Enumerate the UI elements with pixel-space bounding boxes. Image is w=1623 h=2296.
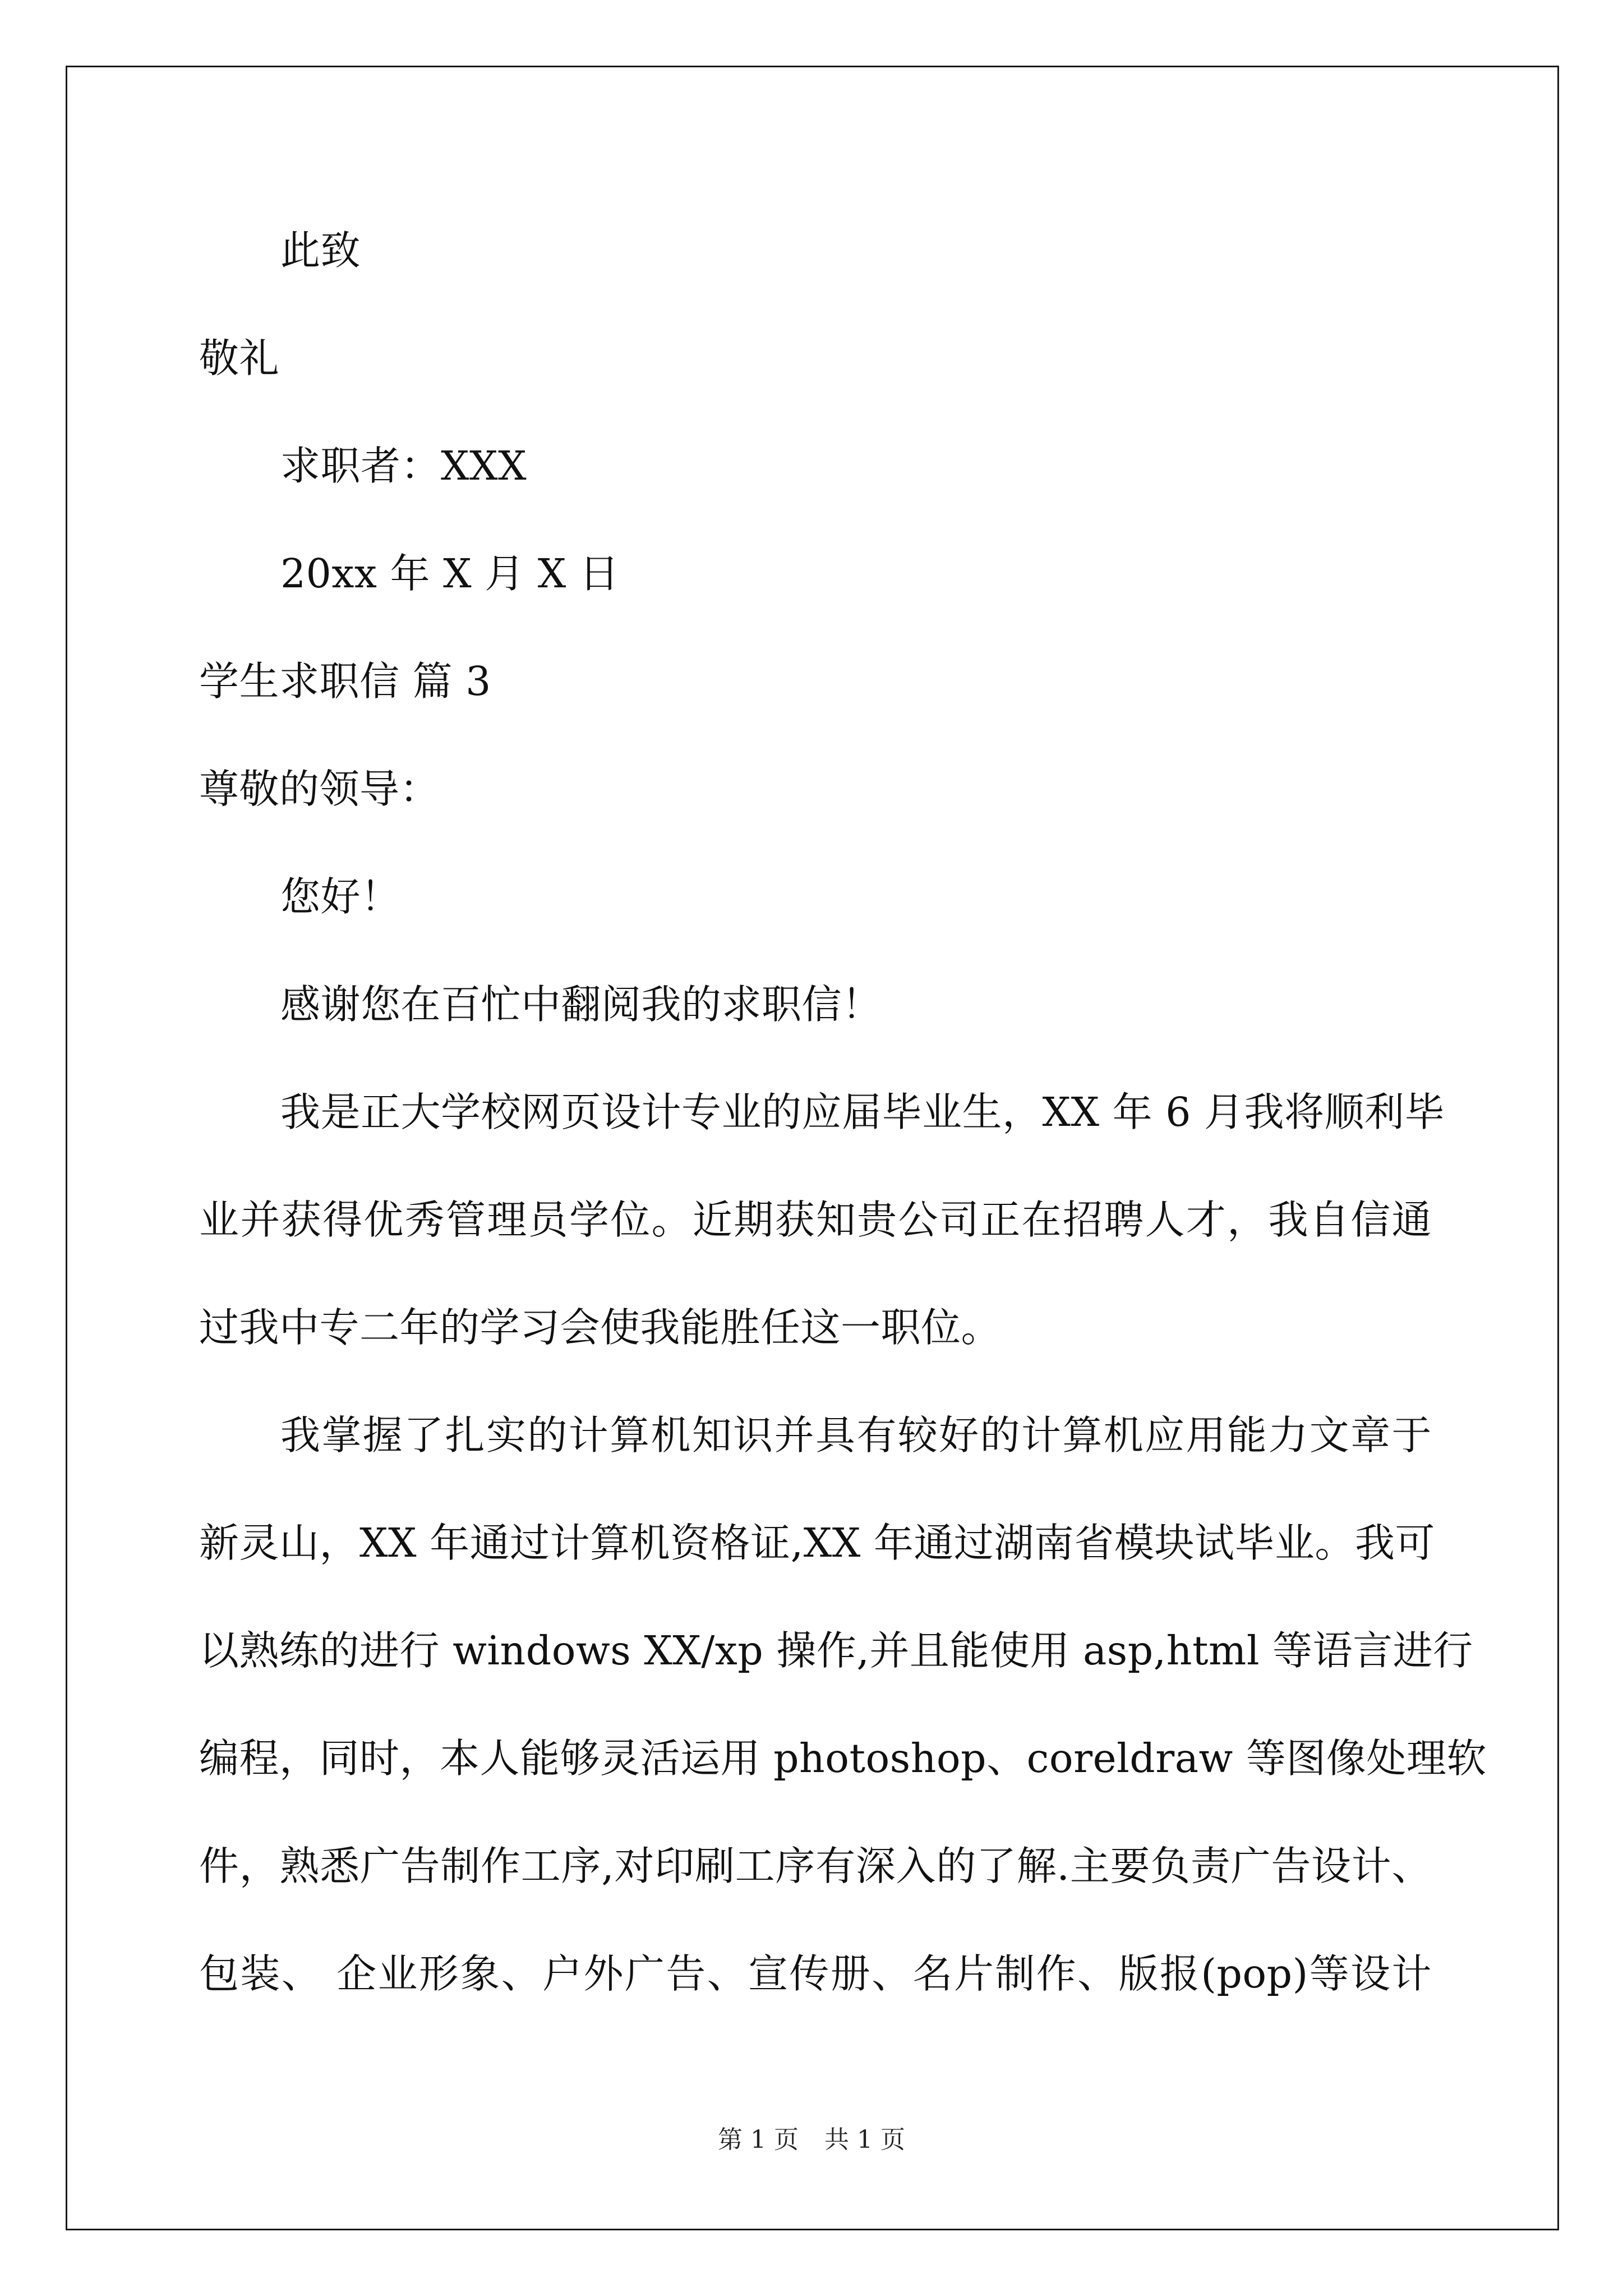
paragraph-line: 过我中专二年的学习会使我能胜任这一职位。 — [199, 1304, 1002, 1351]
page-border — [66, 66, 1559, 2230]
hello-line: 您好！ — [280, 873, 401, 920]
section-heading: 学生求职信 篇 3 — [199, 658, 491, 705]
greeting-line: 尊敬的领导： — [199, 766, 440, 812]
page-total: 共 1 页 — [824, 2125, 905, 2154]
date-line: 20xx 年 X 月 X 日 — [280, 550, 620, 597]
paragraph-line: 件，熟悉广告制作工序,对印刷工序有深入的了解.主要负责广告设计、 — [199, 1843, 1432, 1889]
salutation-line: 敬礼 — [199, 335, 280, 381]
paragraph-line: 以熟练的进行 windows XX/xp 操作,并且能使用 asp,html 等语言进行 — [199, 1627, 1473, 1674]
page-footer — [0, 2123, 1623, 2157]
paragraph-line: 我掌握了扎实的计算机知识并具有较好的计算机应用能力文章于 — [280, 1412, 1432, 1458]
page-number: 第 1 页 — [718, 2125, 799, 2154]
thanks-line: 感谢您在百忙中翻阅我的求职信！ — [280, 981, 882, 1028]
paragraph-line: 新灵山，XX 年通过计算机资格证,XX 年通过湖南省模块试毕业。我可 — [199, 1520, 1435, 1566]
paragraph-line: 业并获得优秀管理员学位。近期获知贵公司正在招聘人才，我自信通 — [199, 1197, 1432, 1243]
paragraph-line: 包装、 企业形象、户外广告、宣传册、名片制作、版报(pop)等设计 — [199, 1950, 1432, 1997]
closing-line: 此致 — [280, 227, 361, 274]
paragraph-line: 我是正大学校网页设计专业的应届毕业生，XX 年 6 月我将顺利毕 — [280, 1089, 1445, 1135]
paragraph-line: 编程，同时，本人能够灵活运用 photoshop、coreldraw 等图像处理软 — [199, 1735, 1487, 1782]
applicant-line: 求职者：XXX — [280, 443, 527, 489]
